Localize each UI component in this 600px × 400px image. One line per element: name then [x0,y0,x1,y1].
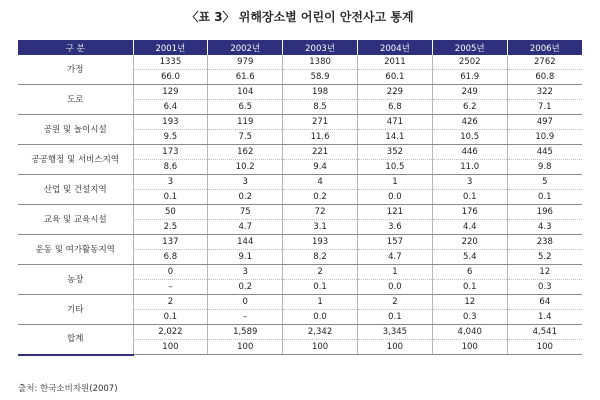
percent-cell: 2.5 [133,220,208,235]
percent-cell: 9.8 [507,160,582,175]
table-header-row [18,40,582,55]
count-cell: 2 [133,295,208,310]
header-year: 2004년 [357,40,432,55]
count-cell: 6 [432,265,507,280]
percent-cell: 9.4 [283,160,358,175]
percent-cell: 0.3 [432,310,507,325]
percent-cell: 4.3 [507,220,582,235]
percent-cell: 0.0 [357,280,432,295]
count-cell: 193 [133,115,208,130]
percent-cell: – [133,280,208,295]
percent-cell: 0.0 [357,190,432,205]
percent-cell: 10.5 [432,130,507,145]
row-category: 기타 [18,295,133,325]
count-cell: 50 [133,205,208,220]
count-cell: 0 [208,295,283,310]
count-cell: 2502 [432,55,507,70]
source-note: 출처: 한국소비자원(2007) [18,384,118,394]
count-cell: 322 [507,85,582,100]
table-row-count [18,235,582,250]
header-year: 2002년 [208,40,283,55]
row-category: 가정 [18,55,133,85]
percent-cell: 0.1 [507,190,582,205]
count-cell: 497 [507,115,582,130]
count-cell: 1 [283,295,358,310]
percent-cell: 0.1 [283,280,358,295]
count-cell: 446 [432,145,507,160]
row-category: 도로 [18,85,133,115]
count-cell: 137 [133,235,208,250]
percent-cell: 0.0 [283,310,358,325]
count-cell: 2,342 [283,325,358,340]
count-cell: 4,541 [507,325,582,340]
count-cell: 104 [208,85,283,100]
percent-cell: 4.7 [208,220,283,235]
percent-cell: 0.1 [357,310,432,325]
table-row-count [18,55,582,70]
header-year: 2005년 [432,40,507,55]
table-row-count [18,175,582,190]
header-year: 2001년 [133,40,208,55]
percent-cell: 100 [283,340,358,355]
count-cell: 12 [432,295,507,310]
count-cell: 979 [208,55,283,70]
percent-cell: 11.6 [283,130,358,145]
percent-cell: 8.5 [283,100,358,115]
percent-cell: – [208,310,283,325]
percent-cell: 10.5 [357,160,432,175]
percent-cell: 6.5 [208,100,283,115]
count-cell: 2 [283,265,358,280]
percent-cell: 10.9 [507,130,582,145]
count-cell: 249 [432,85,507,100]
percent-cell: 6.8 [357,100,432,115]
percent-cell: 3.6 [357,220,432,235]
percent-cell: 60.8 [507,70,582,85]
count-cell: 198 [283,85,358,100]
percent-cell: 0.2 [208,280,283,295]
percent-cell: 100 [507,340,582,355]
count-cell: 176 [432,205,507,220]
percent-cell: 100 [357,340,432,355]
table-row-count [18,85,582,100]
count-cell: 129 [133,85,208,100]
percent-cell: 8.6 [133,160,208,175]
percent-cell: 10.2 [208,160,283,175]
count-cell: 1 [357,265,432,280]
count-cell: 271 [283,115,358,130]
percent-cell: 0.1 [133,190,208,205]
header-year: 2003년 [283,40,358,55]
percent-cell: 100 [432,340,507,355]
percent-cell: 7.1 [507,100,582,115]
row-category: 공원 및 놀이시설 [18,115,133,145]
count-cell: 121 [357,205,432,220]
percent-cell: 0.3 [507,280,582,295]
count-cell: 1335 [133,55,208,70]
statistics-table [18,40,582,356]
count-cell: 3 [432,175,507,190]
row-category: 공공행정 및 서비스지역 [18,145,133,175]
count-cell: 64 [507,295,582,310]
count-cell: 2011 [357,55,432,70]
count-cell: 4,040 [432,325,507,340]
percent-cell: 6.4 [133,100,208,115]
table-row-count [18,265,582,280]
percent-cell: 8.2 [283,250,358,265]
count-cell: 221 [283,145,358,160]
percent-cell: 0.1 [432,280,507,295]
percent-cell: 61.6 [208,70,283,85]
percent-cell: 9.1 [208,250,283,265]
count-cell: 157 [357,235,432,250]
percent-cell: 0.2 [283,190,358,205]
percent-cell: 61.9 [432,70,507,85]
count-cell: 4 [283,175,358,190]
table-row-count [18,205,582,220]
row-category: 농장 [18,265,133,295]
count-cell: 2 [357,295,432,310]
count-cell: 5 [507,175,582,190]
table-row-count [18,145,582,160]
count-cell: 2,022 [133,325,208,340]
row-category: 교육 및 교육시설 [18,205,133,235]
percent-cell: 11.0 [432,160,507,175]
count-cell: 1 [357,175,432,190]
percent-cell: 4.4 [432,220,507,235]
percent-cell: 1.4 [507,310,582,325]
count-cell: 119 [208,115,283,130]
table-row-count [18,325,582,340]
percent-cell: 0.1 [133,310,208,325]
row-category: 산업 및 건설지역 [18,175,133,205]
row-category: 운동 및 여가활동지역 [18,235,133,265]
count-cell: 445 [507,145,582,160]
count-cell: 173 [133,145,208,160]
count-cell: 1380 [283,55,358,70]
percent-cell: 5.4 [432,250,507,265]
percent-cell: 0.1 [432,190,507,205]
count-cell: 3,345 [357,325,432,340]
percent-cell: 14.1 [357,130,432,145]
count-cell: 75 [208,205,283,220]
percent-cell: 0.2 [208,190,283,205]
count-cell: 0 [133,265,208,280]
count-cell: 3 [208,265,283,280]
count-cell: 193 [283,235,358,250]
count-cell: 72 [283,205,358,220]
count-cell: 426 [432,115,507,130]
table-row-count [18,295,582,310]
percent-cell: 7.5 [208,130,283,145]
count-cell: 12 [507,265,582,280]
count-cell: 196 [507,205,582,220]
percent-cell: 4.7 [357,250,432,265]
count-cell: 220 [432,235,507,250]
percent-cell: 6.8 [133,250,208,265]
count-cell: 2762 [507,55,582,70]
count-cell: 471 [357,115,432,130]
percent-cell: 5.2 [507,250,582,265]
header-category: 구 분 [18,40,133,55]
table-body [18,55,582,355]
percent-cell: 6.2 [432,100,507,115]
percent-cell: 60.1 [357,70,432,85]
count-cell: 3 [133,175,208,190]
row-category: 합계 [18,325,133,355]
percent-cell: 66.0 [133,70,208,85]
count-cell: 238 [507,235,582,250]
percent-cell: 9.5 [133,130,208,145]
count-cell: 144 [208,235,283,250]
count-cell: 3 [208,175,283,190]
table-title: 〈표 3〉 위해장소별 어린이 안전사고 통계 [186,10,414,24]
count-cell: 1,589 [208,325,283,340]
count-cell: 229 [357,85,432,100]
count-cell: 352 [357,145,432,160]
percent-cell: 3.1 [283,220,358,235]
percent-cell: 100 [133,340,208,355]
header-year: 2006년 [507,40,582,55]
percent-cell: 58.9 [283,70,358,85]
count-cell: 162 [208,145,283,160]
percent-cell: 100 [208,340,283,355]
table-row-count [18,115,582,130]
